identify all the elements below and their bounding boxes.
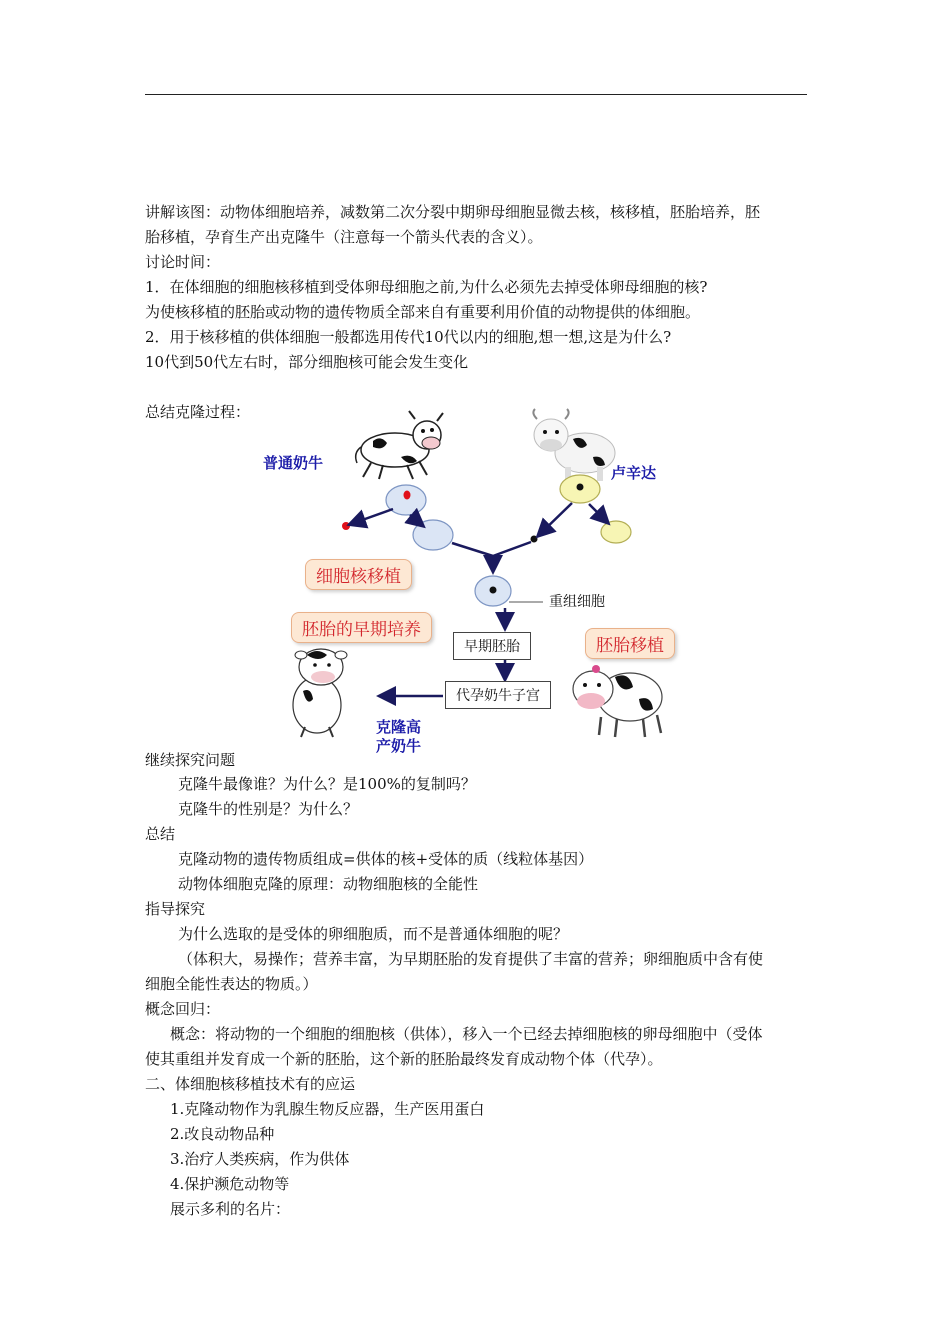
concept-line-1: 概念：将动物的一个细胞的细胞核（供体），移入一个已经去掉细胞核的卵母细胞中（受体 [170,1025,763,1043]
continue-explore-heading: 继续探究问题 [145,751,236,769]
concept-line-2: 使其重组并发育成一个新的胚胎，这个新的胚胎最终发育成动物个体（代孕）。 [145,1050,663,1068]
application-item-2: 2.改良动物品种 [170,1125,275,1143]
enucleated-donor-cell [413,520,453,550]
extracted-nucleus [342,522,350,530]
discussion-question-1: 1．在体细胞的细胞核移植到受体卵母细胞之前,为什么必须先去掉受体卵母细胞的核? [145,278,708,296]
clone-label-line-2: 产奶牛 [376,737,422,755]
intro-line-1: 讲解该图：动物体细胞培养，减数第二次分裂中期卵母细胞显微去核，核移植，胚胎培养，胚 [145,203,761,221]
clone-cow-icon [293,649,347,737]
guided-answer-line-2: 细胞全能性表达的物质。） [145,975,318,993]
discussion-answer-1: 为使核移植的胚胎或动物的遗传物质全部来自有重要利用价值的动物提供的体细胞。 [145,303,701,321]
discussion-heading: 讨论时间： [145,253,221,271]
header-rule [145,94,807,95]
applications-heading: 二、体细胞核移植技术有的应运 [145,1075,356,1093]
early-embryo-box: 早期胚胎 [453,632,531,660]
discussion-question-2: 2．用于核移植的供体细胞一般都选用传代10代以内的细胞,想一想,这是为什么? [145,328,672,346]
removed-oocyte-part [601,521,631,543]
surrogate-cow-icon [573,665,662,737]
callout-nuclear-transfer: 细胞核移植 [305,559,412,590]
continue-explore-q2: 克隆牛的性别是？为什么？ [178,800,359,818]
applications-closing: 展示多利的名片： [170,1200,291,1218]
summary-point-1: 克隆动物的遗传物质组成=供体的核+受体的质（线粒体基因） [178,850,594,868]
callout-embryo-transfer: 胚胎移植 [585,628,675,659]
discussion-answer-2: 10代到50代左右时，部分细胞核可能会发生变化 [145,353,469,371]
recombined-cell-label: 重组细胞 [549,594,605,610]
donor-nucleus [404,491,411,500]
dairy-cow-label: 普通奶牛 [263,454,324,472]
dairy-cow-left-icon [356,411,443,479]
summary-heading: 总结 [145,825,176,843]
continue-explore-q1: 克隆牛最像谁？为什么？是100%的复制吗？ [178,775,476,793]
application-item-4: 4.保护濒危动物等 [170,1175,290,1193]
guided-question: 为什么选取的是受体的卵细胞质，而不是普通体细胞的呢？ [178,925,569,943]
cloning-diagram [255,405,675,755]
summary-process-heading: 总结克隆过程： [145,403,251,421]
clone-label-line-1: 克隆高 [376,718,422,736]
enucleated-oocyte [531,536,538,543]
summary-point-2: 动物体细胞克隆的原理：动物细胞核的全能性 [178,875,479,893]
concept-heading: 概念回归： [145,1000,221,1018]
oocyte-nucleus [577,484,584,491]
application-item-1: 1.克隆动物作为乳腺生物反应器，生产医用蛋白 [170,1100,485,1118]
application-item-3: 3.治疗人类疾病，作为供体 [170,1150,350,1168]
guided-answer-line-1: （体积大，易操作；营养丰富，为早期胚胎的发育提供了丰富的营养；卵细胞质中含有使 [178,950,764,968]
lucinda-label: 卢辛达 [611,464,657,482]
callout-early-culture: 胚胎的早期培养 [291,612,432,643]
intro-line-2: 胎移植，孕育生产出克隆牛（注意每一个箭头代表的含义）。 [145,228,543,246]
lucinda-cow-icon [533,409,615,481]
surrogate-uterus-box: 代孕奶牛子宫 [445,681,551,709]
guided-heading: 指导探究 [145,900,206,918]
